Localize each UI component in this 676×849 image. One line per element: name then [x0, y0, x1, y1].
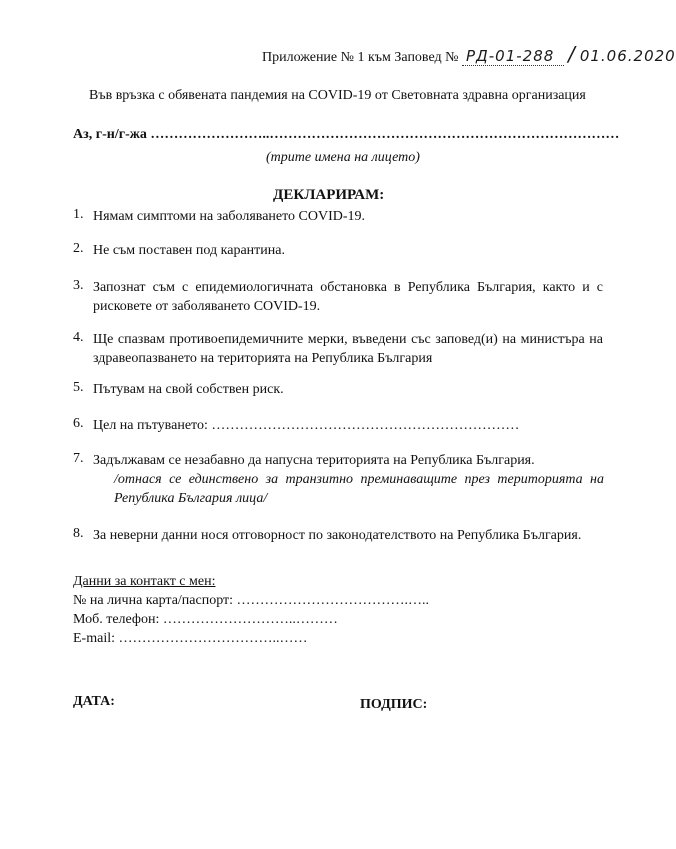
name-dots: ……………………..…………………………………………………………………	[150, 127, 620, 142]
name-hint: (трите имена на лицето)	[266, 150, 420, 165]
id-card-field: № на лична карта/паспорт: ……………………………….…..	[73, 593, 430, 608]
item-text: Запознат съм с епидемиологичната обстановка в Република България, както и с рисковете от заболяването COVID-19.	[93, 280, 603, 314]
item-number: 6.	[73, 416, 84, 431]
item-text: Нямам симптоми на заболяването COVID-19.	[93, 209, 366, 224]
name-label: Аз, г-н/г-жа	[73, 127, 147, 142]
email-field: E-mail: ……………………………..……	[73, 631, 308, 646]
item-note: /отнася се единствено за транзитно преминаващите през територията на Република България лица/	[114, 472, 604, 506]
item-number: 4.	[73, 330, 84, 345]
appendix-label: Приложение № 1 към Заповед №	[262, 50, 459, 65]
order-separator: /	[568, 42, 576, 66]
order-number-handwritten	[462, 47, 564, 66]
item-text: Ще спазвам противоепидемичните мерки, въведени със заповед(и) на министъра на здравеопазването на територията на Република България	[93, 332, 603, 366]
mobile-field: Моб. телефон: ………………………..………	[73, 612, 338, 627]
declaration-title: ДЕКЛАРИРАМ:	[273, 187, 385, 203]
name-line	[73, 127, 619, 143]
item-number: 7.	[73, 451, 84, 466]
intro-line: Във връзка с обявената пандемия на COVID-19 от Световната здравна организация	[89, 88, 586, 103]
item-text: Цел на пътуването: …………………………………………………………	[93, 418, 520, 433]
signature-label: ПОДПИС:	[360, 697, 428, 712]
item-text: Пътувам на свой собствен риск.	[93, 382, 284, 397]
item-number: 2.	[73, 241, 84, 256]
item-number: 3.	[73, 278, 84, 293]
item-number: 5.	[73, 380, 84, 395]
date-label: ДАТА:	[73, 694, 115, 709]
item-text: Не съм поставен под карантина.	[93, 243, 285, 258]
item-text: За неверни данни нося отговорност по законодателството на Република България.	[93, 528, 582, 543]
appendix-header	[262, 42, 676, 66]
item-number: 8.	[73, 526, 84, 541]
order-date: 01.06.2020	[579, 47, 676, 65]
item-number: 1.	[73, 207, 84, 222]
contact-title: Данни за контакт с мен:	[73, 574, 216, 589]
order-number: РД-01-288	[465, 47, 555, 65]
item-text: Задължавам се незабавно да напусна територията на Република България.	[93, 453, 535, 468]
